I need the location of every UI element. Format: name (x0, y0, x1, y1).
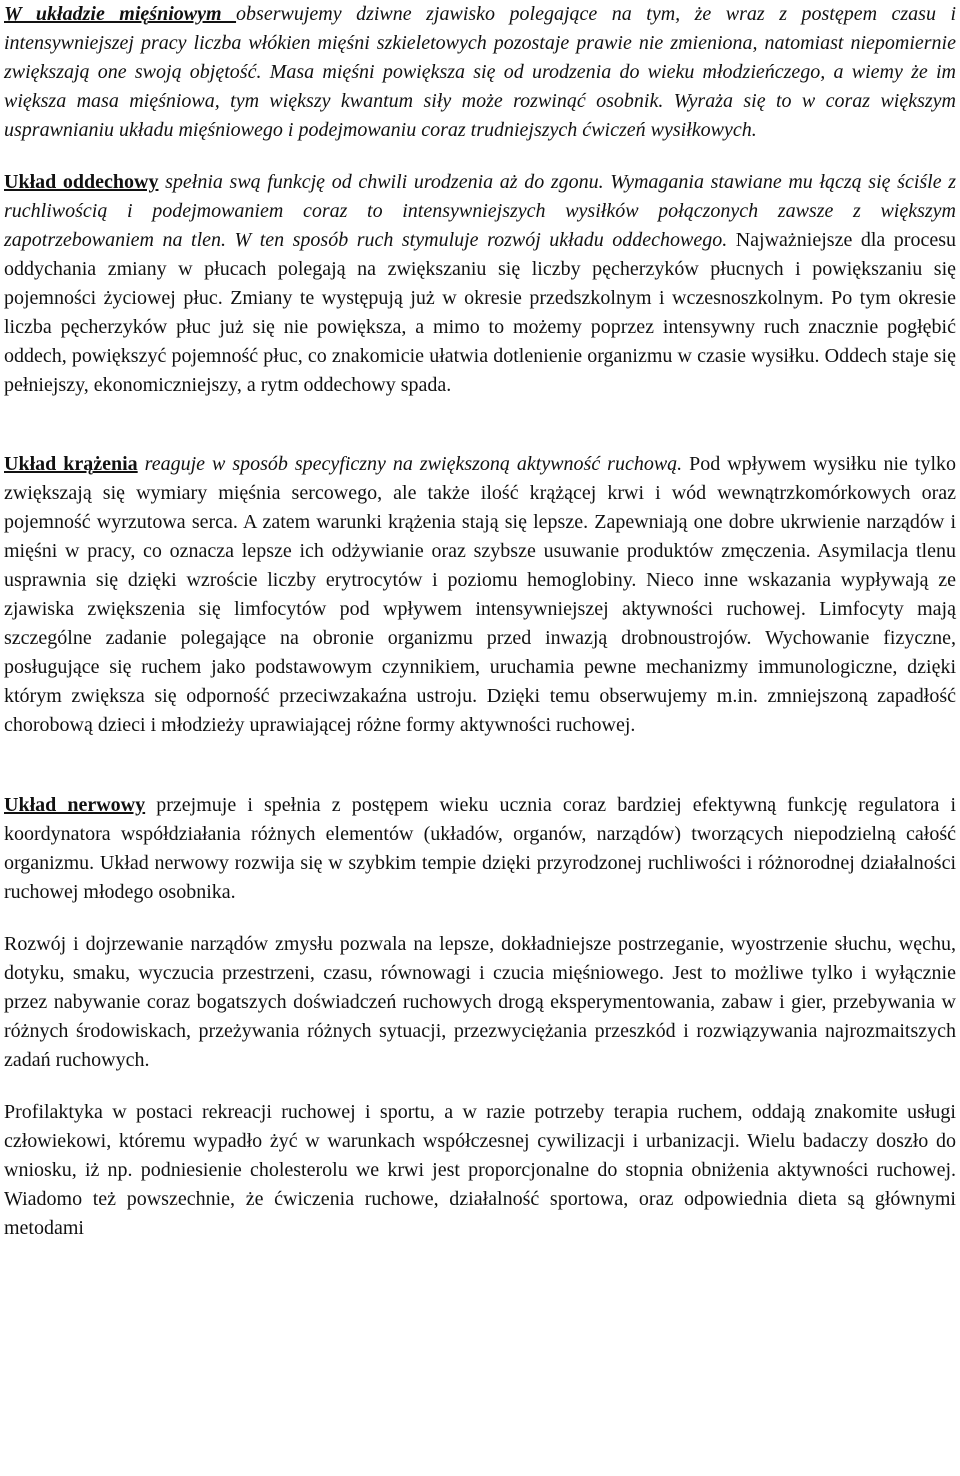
heading-muscular-system: W układzie mięśniowym (4, 3, 237, 25)
heading-respiratory-system: Układ oddechowy (4, 171, 159, 193)
paragraph-nervous-system (4, 791, 956, 907)
paragraph-circulatory-italic-text: reaguje w sposób specyficzny na zwiększoną aktywność ruchową. (144, 453, 683, 475)
paragraph-nervous-text: przejmuje i spełnia z postępem wieku ucznia coraz bardziej efektywną funkcję regulatora i koordynatora współdziałania różnych elementów (układów, organów, narządów) tworzących niepodzielną całość organizmu. Układ nerwowy rozwija się w szybkim tempie dzięki przyrodzonej ruchliwości i różnorodnej działalności ruchowej młodego osobnika. (4, 794, 957, 903)
paragraph-circulatory-system (4, 450, 956, 740)
paragraph-muscular-system (4, 0, 956, 145)
paragraph-circulatory-text: Pod wpływem wysiłku nie tylko zwiększają się wymiary mięśnia sercowego, ale także ilość krążącej krwi i wód wewnątrzkomórkowych oraz pojemność wyrzutowa serca. A zatem warunki krążenia stają się lepsze. Zapewniają one dobre ukrwienie narządów i mięśni w pracy, co oznacza lepsze ich odżywianie oraz szybsze usuwanie produktów zmęczenia. Asymilacja tlenu usprawnia się dzięki wzroście liczby erytrocytów i poziomu hemoglobiny. Nieco inne wskazania wypływają ze zjawiska zwiększenia się limfocytów pod wpływem intensywniejszej aktywności ruchowej. Limfocyty mają szczególne zadanie polegające na obronie organizmu przed inwazją drobnoustrojów. Wychowanie fizyczne, posługujące się ruchem jako podstawowym czynnikiem, uruchamia pewne mechanizmy immunologiczne, dzięki którym zwiększa się odporność przeciwzakaźna ustroju. Dzięki temu obserwujemy m.in. zmniejszoną zapadłość chorobową dzieci i młodzieży uprawiającej różne formy aktywności ruchowej. (4, 453, 956, 736)
paragraph-sensory-organs: Rozwój i dojrzewanie narządów zmysłu pozwala na lepsze, dokładniejsze postrzeganie, wyostrzenie słuchu, węchu, dotyku, smaku, wyczucia przestrzeni, czasu, równowagi i czucia mięśniowego. Jest to możliwe tylko i wyłącznie przez nabywanie coraz bogatszych doświadczeń ruchowych drogą eksperymentowania, zabaw i gier, przebywania w różnych środowiskach, przeżywania różnych sytuacji, przezwyciężania przeszkód i rozwiązywania najrozmaitszych zadań ruchowych. (4, 933, 956, 1071)
heading-nervous-system: Układ nerwowy (4, 794, 146, 816)
paragraph-muscular-text: obserwujemy dziwne zjawisko polegające na tym, że wraz z postępem czasu i intensywniejszej pracy liczba włókien mięśni szkieletowych pozostaje prawie nie zmieniona, natomiast niepomiernie zwiększają one swoją objętość. Masa mięśni powiększa się od urodzenia do wieku młodzieńczego, a wiemy że im większa masa mięśniowa, tym większy kwantum siły może rozwinąć osobnik. Wyraża się to w coraz większym usprawnianiu układu mięśniowego i podejmowaniu coraz trudniejszych ćwiczeń wysiłkowych. (4, 3, 957, 141)
paragraph-respiratory-italic-text: spełnia swą funkcję od chwili urodzenia aż do zgonu. Wymagania stawiane mu łączą się ściśle z ruchliwością i podejmowaniem coraz to intensywniejszych wysiłków połączonych zawsze z większym zapotrzebowaniem na tlen. W ten sposób ruch stymuluje rozwój układu oddechowego. (4, 171, 957, 251)
document-page (4, 0, 956, 1243)
paragraph-respiratory-text: Najważniejsze dla procesu oddychania zmiany w płucach polegają na zwiększaniu się liczby pęcherzyków płucnych i powiększaniu się pojemności życiowej płuc. Zmiany te występują już w okresie przedszkolnym i wczesnoszkolnym. Po tym okresie liczba pęcherzyków płuc już się nie powiększa, a mimo to możemy poprzez intensywny ruch znacznie pogłębić oddech, powiększyć pojemność płuc, co znakomicie ułatwia dotlenienie organizmu w czasie wysiłku. Oddech staje się pełniejszy, ekonomiczniejszy, a rytm oddechowy spada. (4, 229, 956, 396)
heading-circulatory-system: Układ krążenia (4, 453, 138, 475)
paragraph-respiratory-system (4, 168, 956, 400)
paragraph-prophylaxis: Profilaktyka w postaci rekreacji ruchowej i sportu, a w razie potrzeby terapia ruchem, oddają znakomite usługi człowiekowi, któremu wypadło żyć w warunkach współczesnej cywilizacji i urbanizacji. Wielu badaczy doszło do wniosku, iż np. podniesienie cholesterolu we krwi jest proporcjonalne do stopnia obniżenia aktywności ruchowej. Wiadomo też powszechnie, że ćwiczenia ruchowe, działalność sportowa, oraz odpowiednia dieta są głównymi metodami (4, 1101, 956, 1239)
